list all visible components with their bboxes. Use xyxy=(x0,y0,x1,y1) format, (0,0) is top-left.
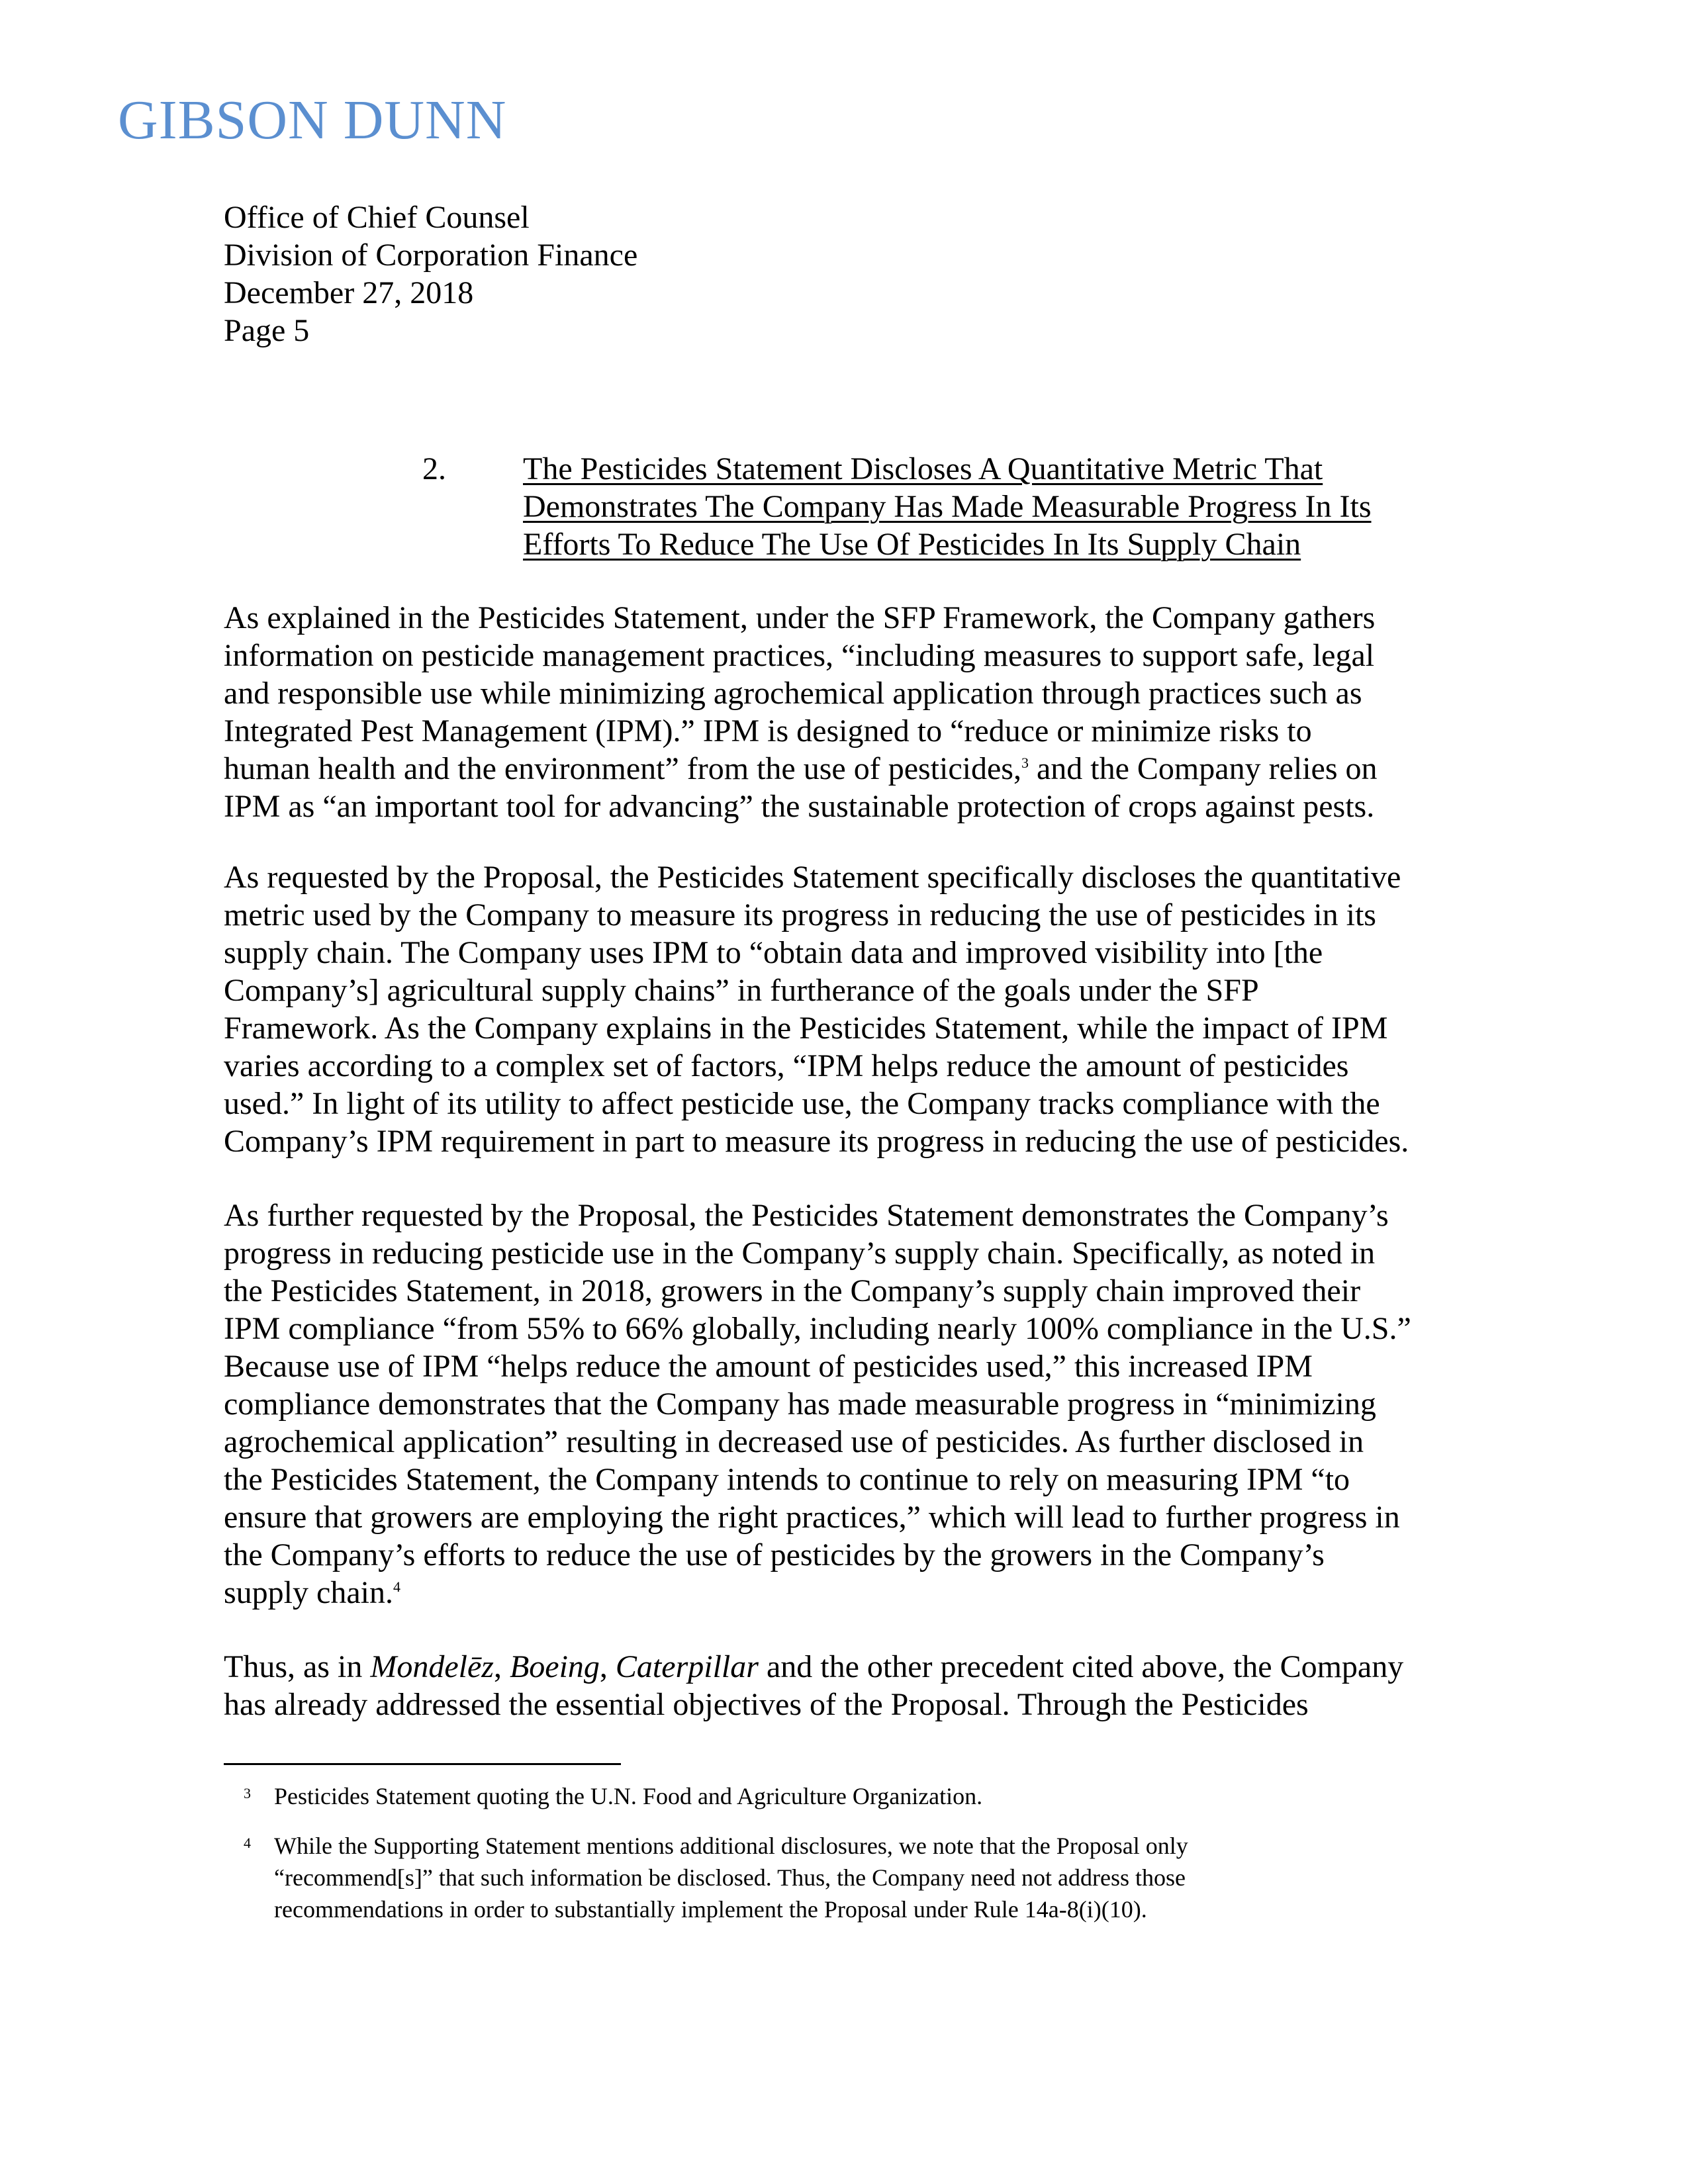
text-segment: supply chain. xyxy=(224,1575,393,1610)
text-line: ensure that growers are employing the right practices,” which will lead to further progress in xyxy=(224,1500,1400,1535)
text-line xyxy=(224,750,1468,788)
text-line: Framework. As the Company explains in the Pesticides Statement, while the impact of IPM xyxy=(224,1011,1388,1046)
text-line xyxy=(224,1574,1468,1612)
paragraph-conclusion xyxy=(224,1648,1468,1723)
text-line: has already addressed the essential objectives of the Proposal. Through the Pesticides xyxy=(224,1687,1309,1722)
text-line: supply chain. The Company uses IPM to “obtain data and improved visibility into [the xyxy=(224,935,1323,970)
header-page-number: Page 5 xyxy=(224,313,310,348)
footnote-marker: 4 xyxy=(244,1835,251,1851)
footnote-text xyxy=(274,1830,1452,1925)
footnote-text xyxy=(274,1780,1452,1812)
text-line: metric used by the Company to measure its progress in reducing the use of pesticides in its xyxy=(224,897,1376,933)
text-line: varies according to a complex set of factors, “IPM helps reduce the amount of pesticides xyxy=(224,1048,1349,1083)
text-line: Because use of IPM “helps reduce the amount of pesticides used,” this increased IPM xyxy=(224,1349,1313,1384)
text-segment: and the other precedent cited above, the Company xyxy=(758,1649,1404,1684)
text-line: and responsible use while minimizing agrochemical application through practices such as xyxy=(224,676,1362,711)
text-segment: human health and the environment” from the use of pesticides, xyxy=(224,751,1021,786)
footnote-line: Pesticides Statement quoting the U.N. Food and Agriculture Organization. xyxy=(274,1783,983,1809)
footnote-separator xyxy=(224,1763,621,1765)
footnote-reference-4[interactable]: 4 xyxy=(393,1578,400,1595)
text-line: used.” In light of its utility to affect pesticide use, the Company tracks compliance with the xyxy=(224,1086,1380,1121)
footnote-line: “recommend[s]” that such information be disclosed. Thus, the Company need not address those xyxy=(274,1864,1186,1891)
text-line: the Company’s efforts to reduce the use of pesticides by the growers in the Company’s xyxy=(224,1537,1325,1572)
firm-logo: GIBSON DUNN xyxy=(118,89,507,151)
text-line: the Pesticides Statement, the Company intends to continue to rely on measuring IPM “to xyxy=(224,1462,1350,1497)
header-recipient-division: Division of Corporation Finance xyxy=(224,238,638,273)
text-segment: and the Company relies on xyxy=(1028,751,1378,786)
text-line: IPM compliance “from 55% to 66% globally, including nearly 100% compliance in the U.S.” xyxy=(224,1311,1411,1346)
text-line: As further requested by the Proposal, the Pesticides Statement demonstrates the Company’s xyxy=(224,1198,1389,1233)
text-line: Company’s] agricultural supply chains” in furtherance of the goals under the SFP xyxy=(224,973,1259,1008)
text-line: agrochemical application” resulting in decreased use of pesticides. As further disclosed in xyxy=(224,1424,1364,1459)
text-line: As requested by the Proposal, the Pesticides Statement specifically discloses the quantitative xyxy=(224,860,1401,895)
paragraph-ipm-explanation xyxy=(224,599,1468,825)
text-segment: , xyxy=(599,1649,616,1684)
header-date: December 27, 2018 xyxy=(224,275,474,310)
section-title-line: Demonstrates The Company Has Made Measurable Progress In Its xyxy=(523,489,1372,524)
section-title xyxy=(523,450,1470,563)
text-line xyxy=(224,1648,1468,1686)
section-number: 2. xyxy=(422,451,446,486)
footnote-line: While the Supporting Statement mentions additional disclosures, we note that the Proposal only xyxy=(274,1833,1188,1859)
header-recipient-office: Office of Chief Counsel xyxy=(224,200,530,235)
case-citation-caterpillar: Caterpillar xyxy=(615,1649,759,1684)
text-line: progress in reducing pesticide use in the Company’s supply chain. Specifically, as noted in xyxy=(224,1236,1376,1271)
text-line: Integrated Pest Management (IPM).” IPM is designed to “reduce or minimize risks to xyxy=(224,713,1312,749)
footnote-reference-3[interactable]: 3 xyxy=(1021,754,1029,771)
text-line: the Pesticides Statement, in 2018, growers in the Company’s supply chain improved their xyxy=(224,1273,1361,1308)
text-segment: , xyxy=(493,1649,510,1684)
paragraph-quantitative-metric xyxy=(224,858,1468,1160)
text-line: information on pesticide management practices, “including measures to support safe, legal xyxy=(224,638,1375,673)
text-line: compliance demonstrates that the Company has made measurable progress in “minimizing xyxy=(224,1387,1376,1422)
text-line: IPM as “an important tool for advancing” the sustainable protection of crops against pests. xyxy=(224,789,1375,824)
text-line: Company’s IPM requirement in part to measure its progress in reducing the use of pesticides. xyxy=(224,1124,1409,1159)
footnote-marker: 3 xyxy=(244,1785,251,1801)
text-segment: Thus, as in xyxy=(224,1649,371,1684)
footnote-line: recommendations in order to substantially implement the Proposal under Rule 14a-8(i)(10). xyxy=(274,1896,1147,1923)
section-title-line: Efforts To Reduce The Use Of Pesticides In Its Supply Chain xyxy=(523,527,1301,562)
text-line: As explained in the Pesticides Statement, under the SFP Framework, the Company gathers xyxy=(224,600,1376,635)
case-citation-boeing: Boeing xyxy=(509,1649,600,1684)
letter-header xyxy=(224,199,637,349)
case-citation-mondelez: Mondelēz xyxy=(370,1649,494,1684)
paragraph-progress xyxy=(224,1197,1468,1612)
section-title-line: The Pesticides Statement Discloses A Quantitative Metric That xyxy=(523,451,1323,486)
